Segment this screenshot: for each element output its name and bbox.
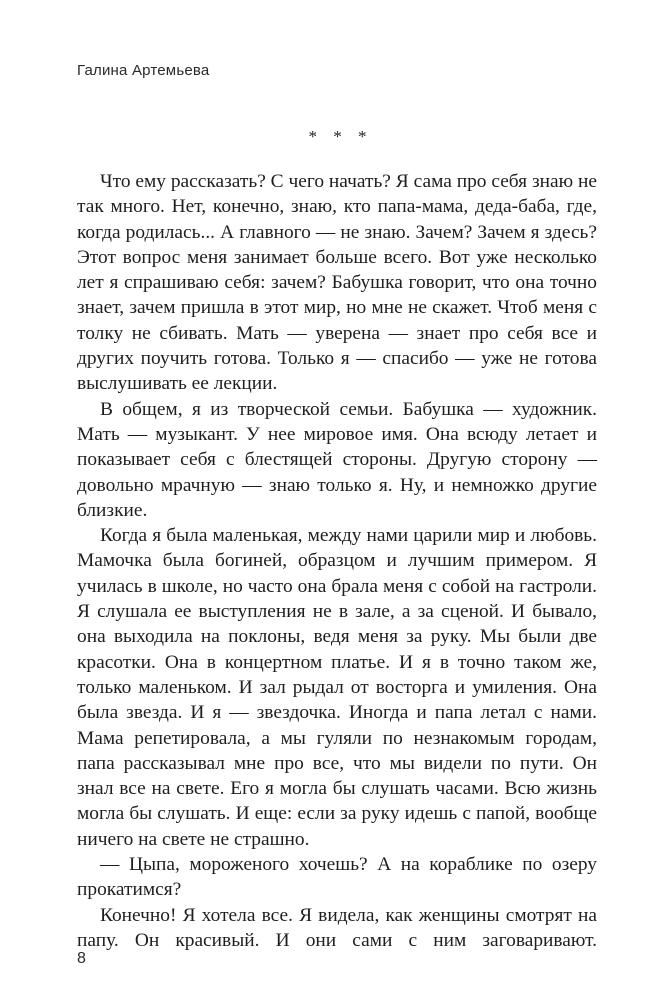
paragraph: — Цыпа, мороженого хочешь? А на кораблике по озеру прокатимся? <box>77 854 597 901</box>
paragraph: Когда я была маленькая, между нами царили мир и любовь. Мамочка была богиней, образцом и лучшим примером. Я училась в школе, но часто она брала меня с собой на гастроли. Я слушала ее выступления не в зале, а за сценой. И бывало, она выходила на поклоны, ведя меня за руку. Мы были две красотки. Она в концертном платье. И я в точно таком же, только маленьком. И зал рыдал от восторга и умиления. Она была звезда. И я — звездочка. Иногда и папа летал с нами. Мама репетировала, а мы гуляли по незнакомым городам, папа рассказывал мне про все, что мы видели по пути. Он знал все на свете. Его я могла бы слушать часами. Всю жизнь могла бы слушать. И еще: если за руку идешь с папой, вообще ничего на свете не страшно. <box>77 525 597 850</box>
running-head-author: Галина Артемьева <box>77 62 210 79</box>
section-break: * * * <box>308 127 373 146</box>
paragraph: Что ему рассказать? С чего начать? Я сама про себя знаю не так много. Нет, конечно, знаю, кто папа-мама, деда-баба, где, когда родилась... А главного — не знаю. Зачем? Зачем я здесь? Этот вопрос меня занимает больше всего. Вот уже несколько лет я спрашиваю себя: зачем? Бабушка говорит, что она точно знает, зачем пришла в этот мир, но мне не скажет. Чтоб меня с толку не сбивать. Мать — уверена — знает про себя все и других поучить готова. Только я — спасибо — уже не готова выслушивать ее лекции. <box>77 171 597 395</box>
paragraph: В общем, я из творческой семьи. Бабушка — художник. Мать — музыкант. У нее мировое имя. Она всюду летает и показывает себя с блестящей стороны. Другую сторону — довольно мрачную — знаю только я. Ну, и немножко другие близкие. <box>77 398 597 521</box>
paragraph: Конечно! Я хотела все. Я видела, как женщины смотрят на папу. Он красивый. И они сами с ним заговаривают. <box>77 904 597 951</box>
page-number: 8 <box>77 950 86 967</box>
body-text <box>77 169 597 953</box>
